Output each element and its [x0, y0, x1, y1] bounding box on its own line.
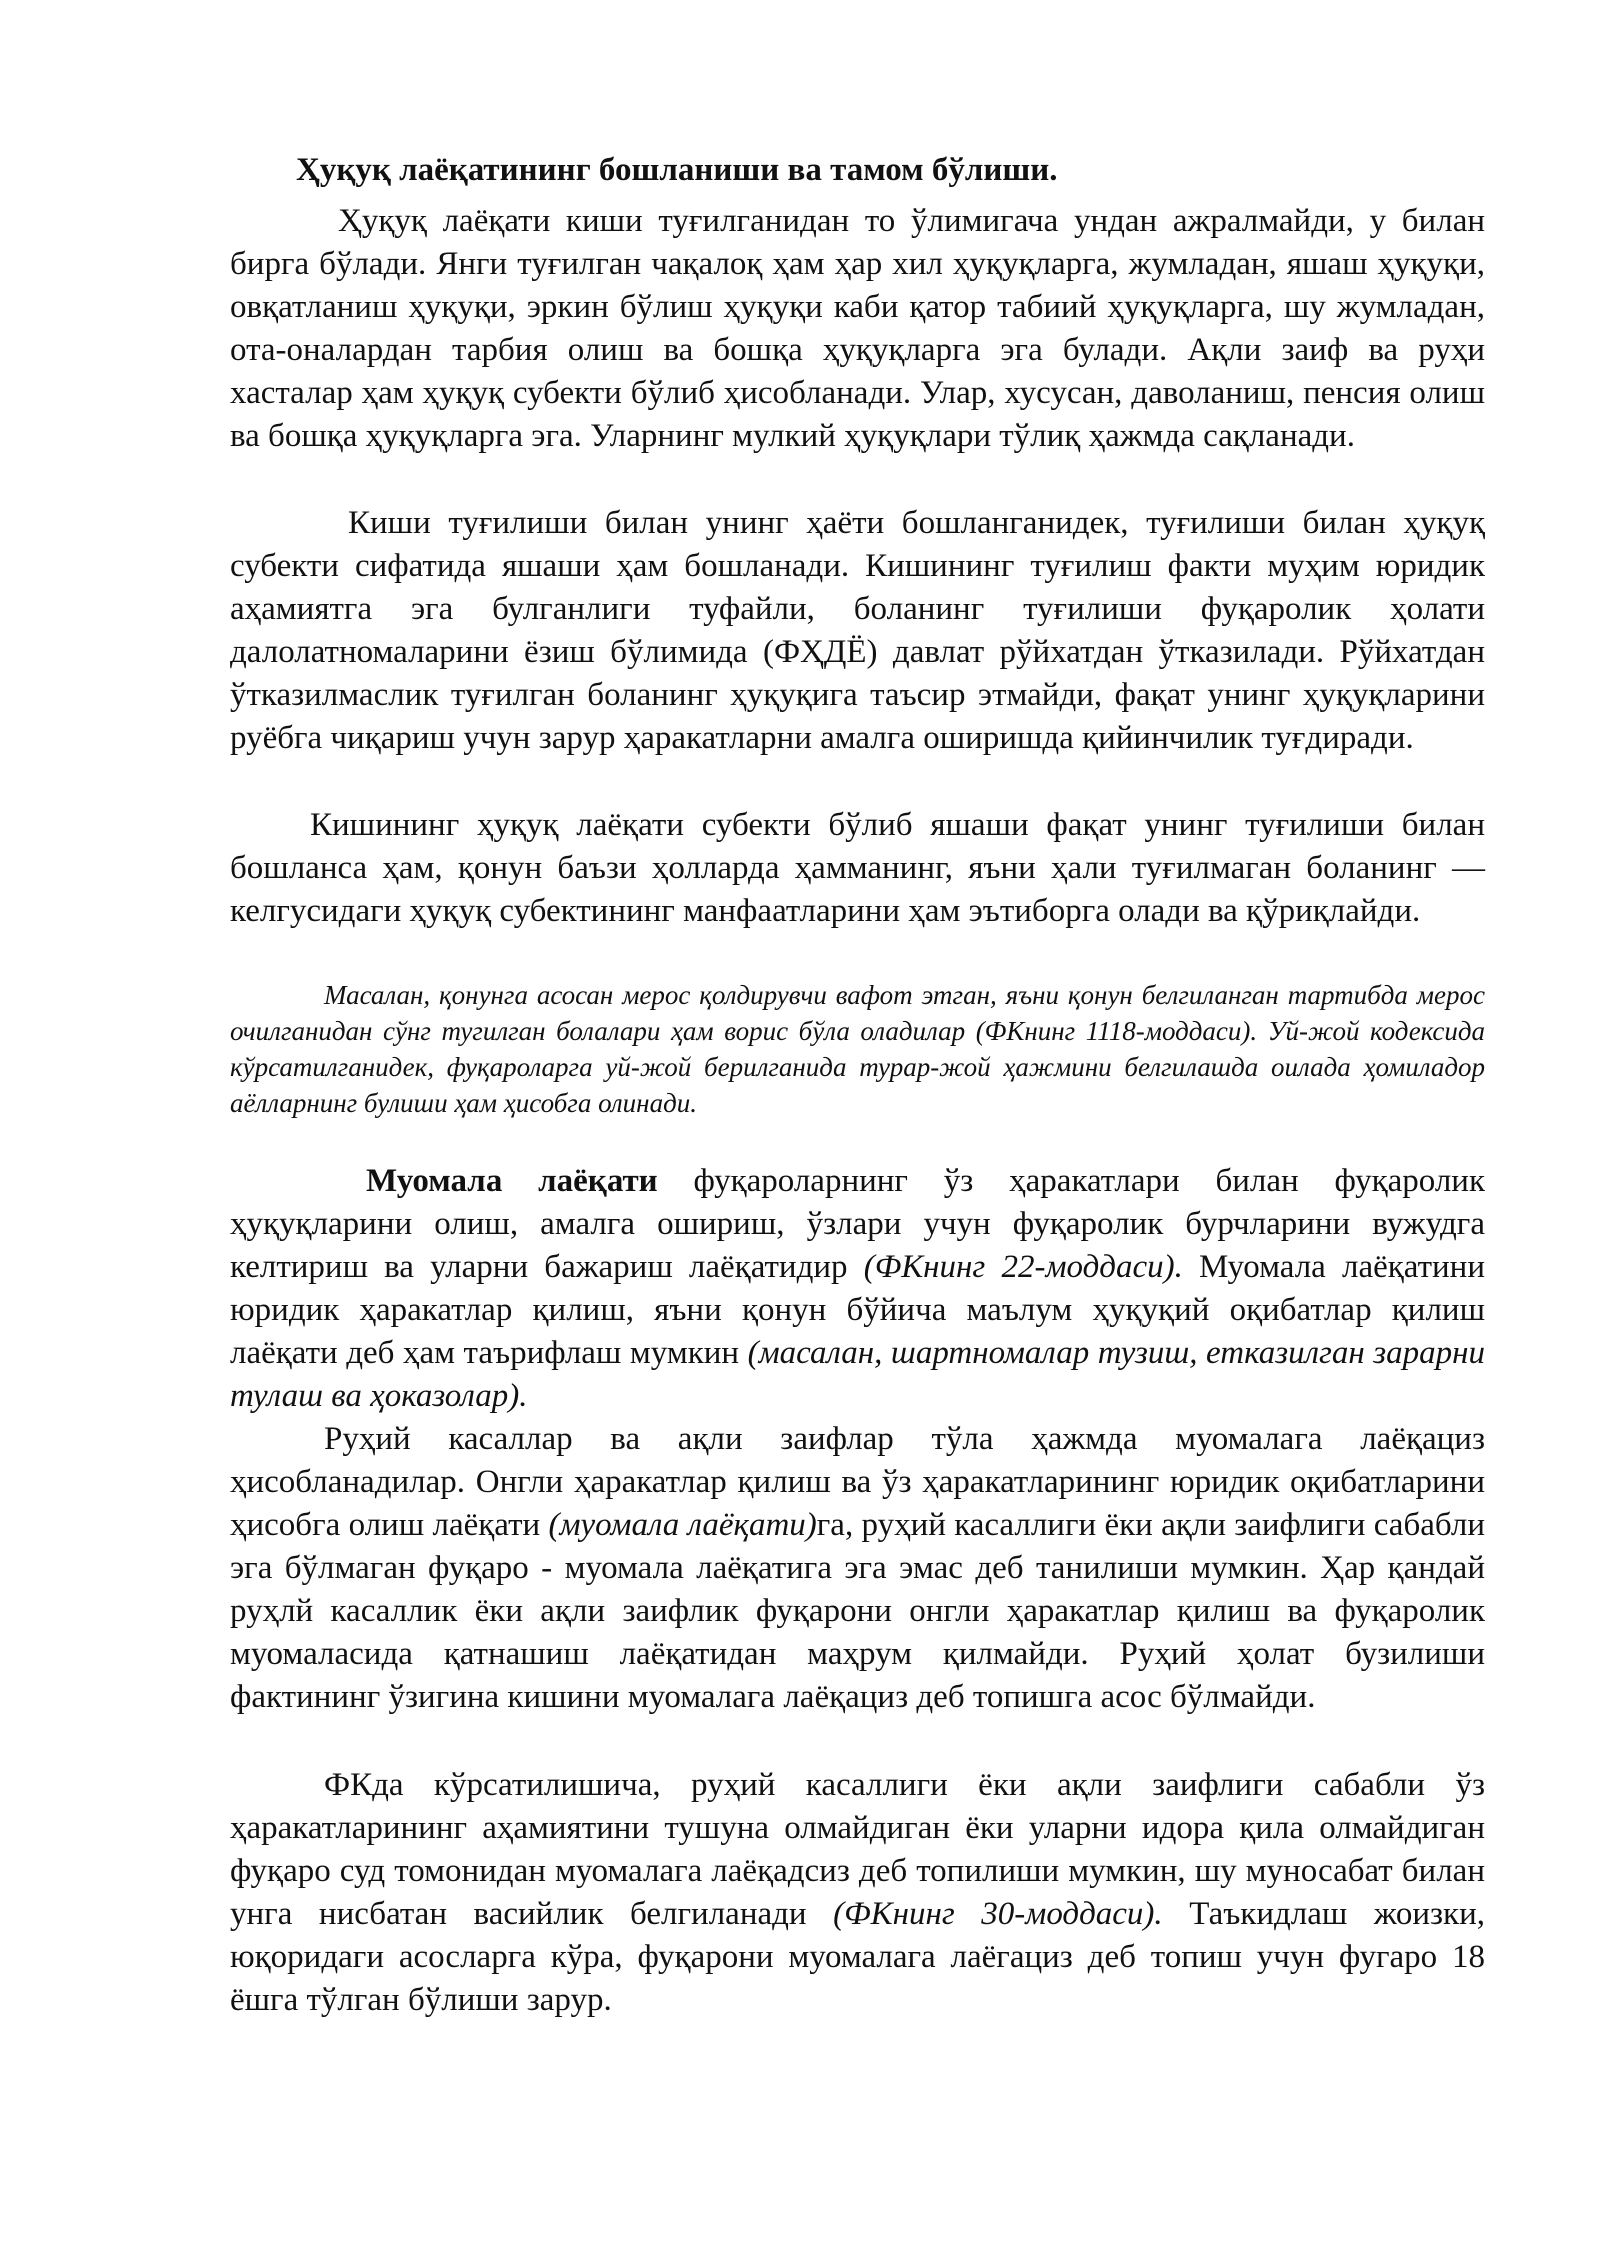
term-active-capacity: Муомала лаёқати: [366, 1163, 658, 1199]
text-segment: Руҳий касаллар ва ақли заифлар тўла ҳажмда муомалага лаёқациз ҳисобланадилар. Онгли ҳаракатлар қилиш ва ўз ҳаракатларининг юридик оқибатларини ҳисобга олиш лаёқати: [230, 1421, 1485, 1543]
text-segment: ФКда кўрсатилишича, руҳий касаллиги ёки ақли заифлиги сабабли ўз ҳаракатларининг аҳамиятини тушуна олмайдиган ёки уларни идора қила олмайдиган фуқаро суд томонидан муомалага лаёқадсиз деб топилиши мумкин, шу муносабат билан унга нисбатан васийлик белгиланади: [230, 1767, 1485, 1932]
paragraph-legal-capacity-intro: Ҳуқуқ лаёқати киши туғилганидан то ўлимигача ундан ажралмайди, у билан бирга бўлади. Янги туғилган чақалоқ ҳам ҳар хил ҳуқуқларга, жумладан, яшаш ҳуқуқи, овқатланиш ҳуқуқи, эркин бўлиш ҳуқуқи каби қатор табиий ҳуқуқларга, шу жумладан, ота-оналардан тарбия олиш ва бошқа ҳуқуқларга эга булади. Ақли заиф ва руҳи хасталар ҳам ҳуқуқ субекти бўлиб ҳисобланади. Улар, хусусан, даволаниш, пенсия олиш ва бошқа ҳуқуқларга эга. Уларнинг мулкий ҳуқуқлари тўлиқ ҳажмда сақланади.: [230, 203, 1485, 454]
example-contracts: (масалан, шартномалар тузиш, етказилган зарарни тулаш ва ҳоказолар).: [230, 1335, 1486, 1414]
document-title: Ҳуқуқ лаёқатининг бошланиши ва тамом бўлиши.: [296, 152, 1058, 188]
citation-article-30: (ФКнинг 30-моддаси).: [833, 1896, 1163, 1932]
paragraph-mental-illness: [230, 1418, 1485, 1719]
text-segment: га, руҳий касаллиги ёки ақли заифлиги сабабли эга бўлмаган фуқаро - муомала лаёқатига эга эмас деб танилиши мумкин. Ҳар қандай руҳлй касаллик ёки ақли заифлик фуқарони онгли ҳаракатлар қилиш ва фуқаролик муомаласида қатнашиш лаёқатидан маҳрум қилмайди. Руҳий ҳолат бузилиши фактининг ўзигина кишини муомалага лаёқациз деб топишга асос бўлмайди.: [230, 1507, 1485, 1715]
paragraph-example-note: Масалан, қонунга асосан мерос қолдирувчи вафот этган, яъни қонун белгиланган тартибда мерос очилганидан сўнг тугилган болалари ҳам ворис бўла оладилар (ФКнинг 1118-моддаси). Уй-жой кодексида кўрсатилганидек, фуқароларга уй-жой берилганида турар-жой ҳажмини белгилашда оилада ҳомиладор аёлларнинг булиши ҳам ҳисобга олинади.: [230, 980, 1485, 1118]
paragraph-active-capacity: [230, 1160, 1485, 1418]
term-active-capacity-italic: (муомала лаёқати): [548, 1507, 817, 1543]
citation-article-22: (ФКнинг 22-моддаси).: [863, 1249, 1183, 1285]
text-segment: Таъкидлаш жоизки, юқоридаги асосларга кўра, фуқарони муомалага лаёгациз деб топиш учун фугаро 18 ёшга тўлган бўлиши зарур.: [230, 1896, 1485, 2018]
paragraph-unborn-child: Кишининг ҳуқуқ лаёқати субекти бўлиб яшаши фақат унинг туғилиши билан бошланса ҳам, қонун баъзи ҳолларда ҳамманинг, яъни ҳали туғилмаган боланинг — келгусидаги ҳуқуқ субектининг манфаатларини ҳам эътиборга олади ва қўриқлайди.: [230, 807, 1485, 929]
text-segment: фуқароларнинг ўз ҳаракатлари билан фуқаролик ҳуқуқларини олиш, амалга ошириш, ўзлари учун фуқаролик бурчларини вужудга келтириш ва уларни бажариш лаёқатидир: [230, 1163, 1485, 1285]
text-segment: Муомала лаёқатини юридик ҳаракатлар қилиш, яъни қонун бўйича маълум ҳуқуқий оқибатлар қилиш лаёқати деб ҳам таърифлаш мумкин: [230, 1249, 1485, 1371]
paragraph-court-declaration: [230, 1764, 1485, 2022]
paragraph-birth-registration: Киши туғилиши билан унинг ҳаёти бошланганидек, туғилиши билан ҳуқуқ субекти сифатида яшаши ҳам бошланади. Кишининг туғилиш факти муҳим юридик аҳамиятга эга булганлиги туфайли, боланинг туғилиши фуқаролик ҳолати далолатномаларини ёзиш бўлимида (ФҲДЁ) давлат рўйхатдан ўтказилади. Рўйхатдан ўтказилмаслик туғилган боланинг ҳуқуқига таъсир этмайди, фақат унинг ҳуқуқларини руёбга чиқариш учун зарур ҳаракатларни амалга оширишда қийинчилик туғдиради.: [230, 505, 1485, 756]
